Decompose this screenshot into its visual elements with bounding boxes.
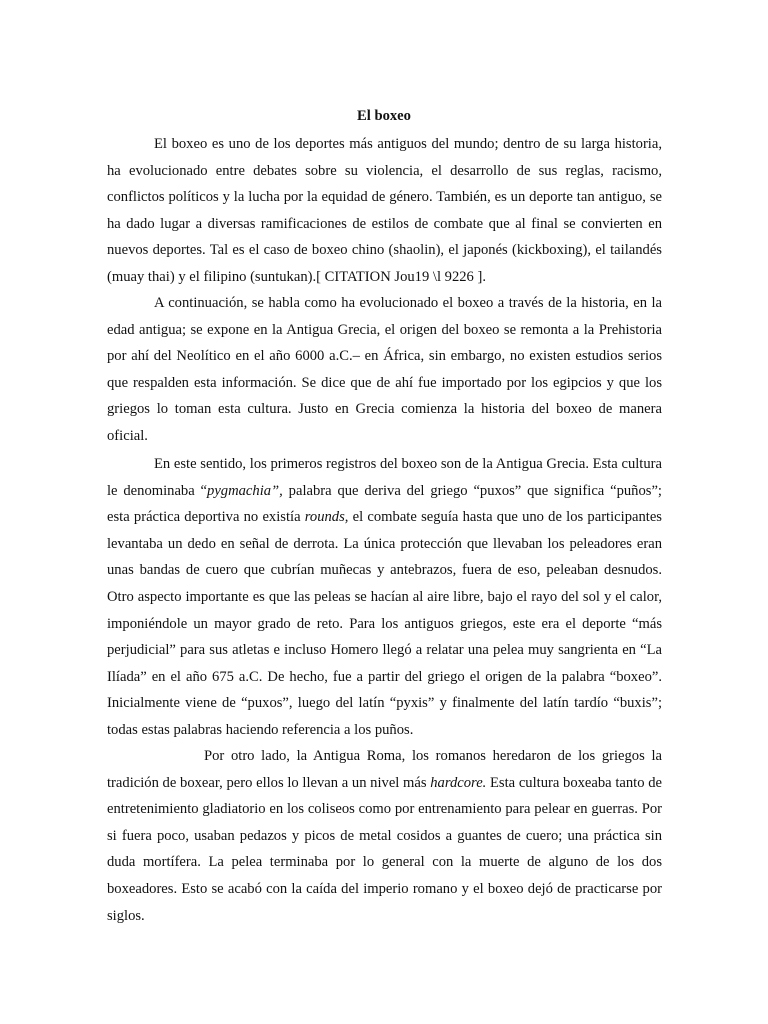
paragraph-2 xyxy=(107,290,662,450)
paragraph-3 xyxy=(107,451,662,744)
paragraph-4 xyxy=(107,743,662,929)
paragraph-text: A continuación, se habla como ha evolucionado el boxeo a través de la historia, en la edad antigua; se expone en la Antigua Grecia, el origen del boxeo se remonta a la Prehistoria por ahí del Neolítico en el año 6000 a.C.– en África, sin embargo, no existen estudios serios que respalden esta información. Se dice que de ahí fue importado por los egipcios y que los griegos lo toman esta cultura. Justo en Grecia comienza la historia del boxeo de manera oficial. xyxy=(107,295,662,444)
paragraph-text: palabra que deriva del griego “puxos” que significa “puños”; esta práctica deportiva no existía xyxy=(107,482,662,526)
italic-term-hardcore: hardcore. xyxy=(430,774,487,791)
paragraph-1 xyxy=(107,131,662,291)
italic-term-rounds: rounds, xyxy=(304,509,349,526)
paragraph-text: el combate seguía hasta que uno de los participantes levantaba un dedo en señal de derrota. La única protección que llevaban los peleadores eran unas bandas de cuero que cubrían muñecas y antebrazos, fuera de eso, peleaban desnudos. Otro aspecto importante es que las peleas se hacían al aire libre, bajo el rayo del sol y el calor, imponiéndole un mayor grado de reto. Para los antiguos griegos, este era el deporte “más perjudicial” para sus atletas e incluso Homero llegó a relatar una pelea muy sangrienta en “La Ilíada” en el año 675 a.C. De hecho, fue a partir del griego el origen de la palabra “boxeo”. Inicialmente viene de “puxos”, luego del latín “pyxis” y finalmente del latín tardío “buxis”; todas estas palabras haciendo referencia a los puños. xyxy=(107,509,662,738)
paragraph-text: Por otro lado, la Antigua Roma, los romanos heredaron de los griegos la tradición de boxear, pero ellos lo llevan a un nivel más xyxy=(107,748,662,791)
paragraph-text: En este sentido, los primeros registros del boxeo son de la Antigua Grecia. Esta cultura le denominaba “ xyxy=(107,456,662,499)
paragraph-text: Esta cultura boxeaba tanto de entretenimiento gladiatorio en los coliseos como por entrenamiento para pelear en guerras. Por si fuera poco, usaban pedazos y picos de metal cosidos a guantes de cuero; una práctica sin duda mortífera. La pelea terminaba por lo general con la muerte de alguno de los dos boxeadores. Esto se acabó con la caída del imperio romano y el boxeo dejó de practicarse por siglos. xyxy=(107,774,662,924)
paragraph-text: El boxeo es uno de los deportes más antiguos del mundo; dentro de su larga historia, ha evolucionado entre debates sobre su violencia, el desarrollo de sus reglas, racismo, conflictos políticos y la lucha por la equidad de género. También, es un deporte tan antiguo, se ha dado lugar a diversas ramificaciones de estilos de combate que al final se convierten en nuevos deportes. Tal es el caso de boxeo chino (shaolin), el japonés (kickboxing), el tailandés (muay thai) y el filipino (suntukan).[ CITATION Jou19 \l 9226 ]. xyxy=(107,136,662,285)
document-title: El boxeo xyxy=(357,108,411,124)
italic-term-pygmachia: pygmachia”, xyxy=(207,482,283,499)
